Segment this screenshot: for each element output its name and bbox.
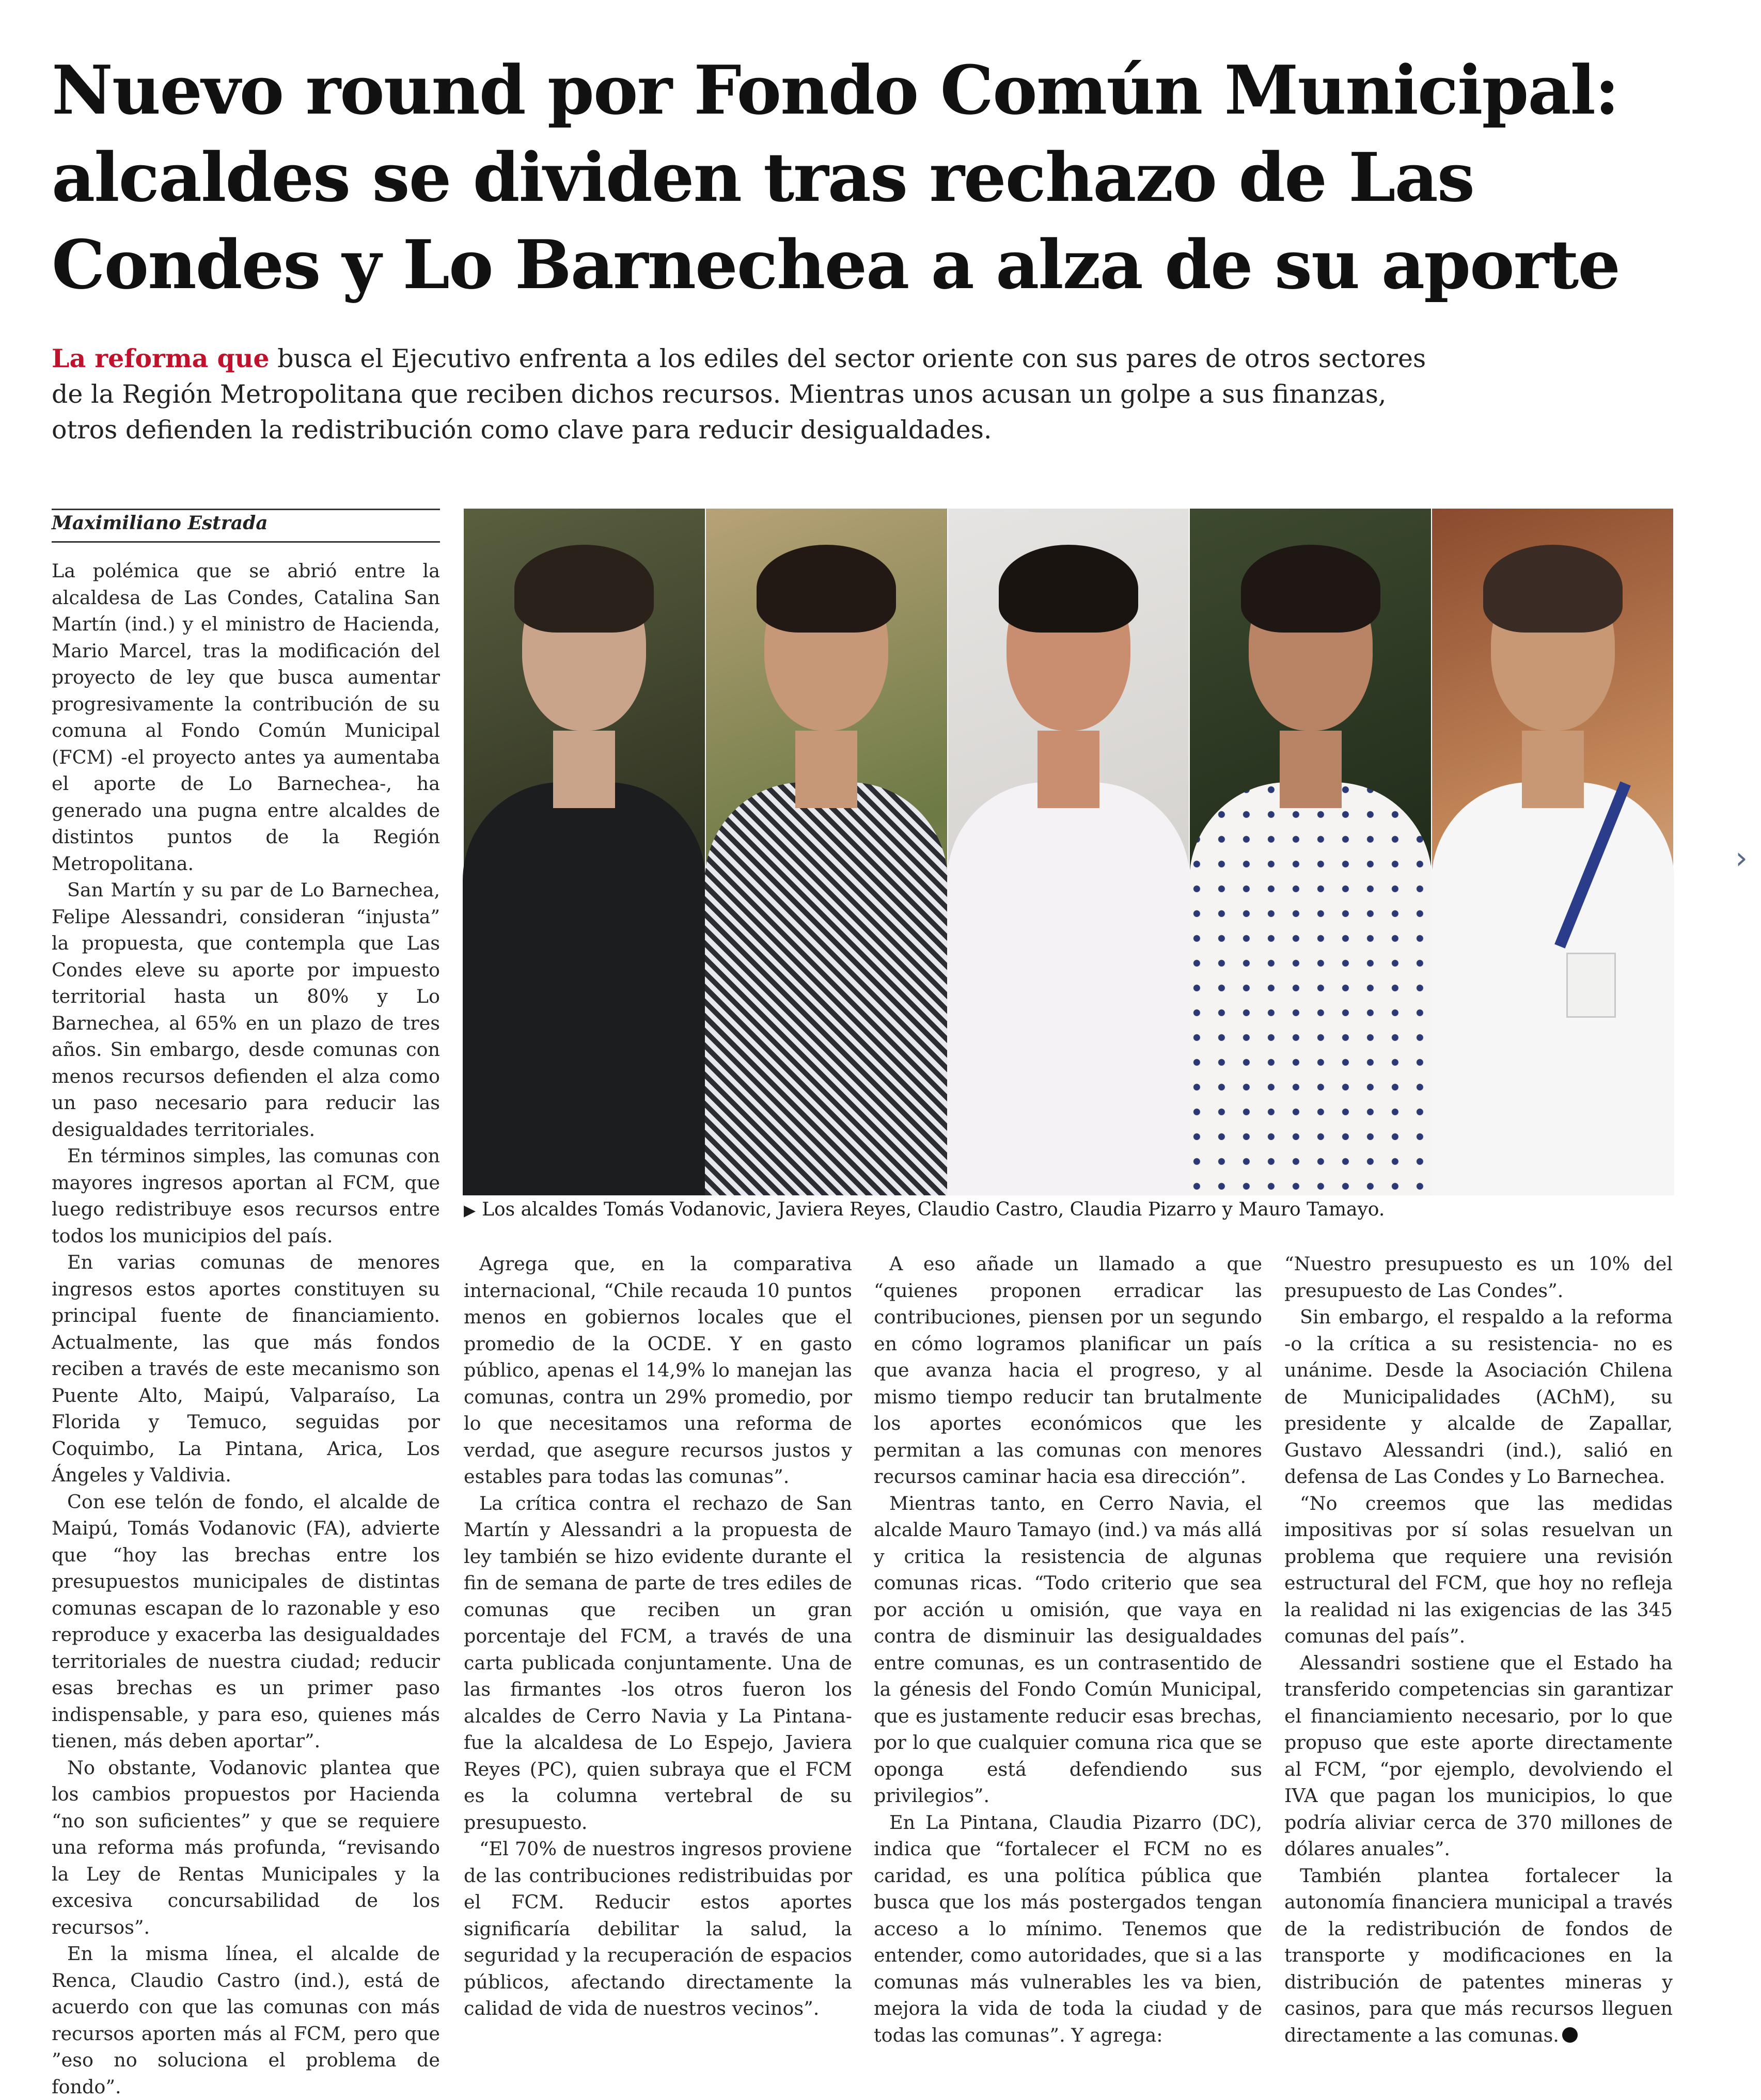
paragraph: La crítica contra el rechazo de San Martín y Alessandri a la propuesta de ley también se hizo evidente durante el fin de semana de parte de tres ediles de comunas que reciben un gran porcentaje del FCM, a través de una carta publicada conjuntamente. Una de las firmantes -los otros fueron los alcaldes de Cerro Navia y La Pintana- fue la alcaldesa de Lo Espejo, Javiera Reyes (PC), quien subraya que el FCM es la columna vertebral de su presupuesto. bbox=[464, 1492, 852, 1834]
text-column-1 bbox=[52, 558, 440, 2098]
text-column-2 bbox=[464, 1251, 852, 2019]
paragraph: “No creemos que las medidas impositivas por sí solas resuelvan un problema que requiere una revisión estructural del FCM, que hoy no refleja la realidad ni las exigencias de las 345 comunas del país”. bbox=[1284, 1492, 1673, 1647]
headline-line: alcaldes se dividen tras rechazo de Las bbox=[52, 138, 1474, 217]
headline-line: Condes y Lo Barnechea a alza de su aporte bbox=[52, 225, 1620, 304]
paragraph: San Martín y su par de Lo Barnechea, Felipe Alessandri, consideran “injusta” la propuesta, que contempla que Las Condes eleve su aporte por impuesto territorial hasta un 80% y Lo Barnechea, al 65% en un plazo de tres años. Sin embargo, desde comunas con menos recursos defienden el alza como un paso necesario para reducir las desigualdades territoriales. bbox=[52, 879, 440, 1141]
lede-line bbox=[52, 341, 1446, 376]
photo-strip bbox=[464, 509, 1673, 1195]
headline-line: Nuevo round por Fondo Común Municipal: bbox=[52, 51, 1618, 130]
text-column-3 bbox=[874, 1251, 1262, 2046]
lede bbox=[52, 341, 1446, 448]
paragraph: En la misma línea, el alcalde de Renca, Claudio Castro (ind.), está de acuerdo con que las comunas con más recursos aporten más al FCM, pero que ”eso no soluciona el problema de fondo”. bbox=[52, 1943, 440, 2098]
photo-claudio-castro bbox=[948, 509, 1190, 1195]
lede-line: de la Región Metropolitana que reciben dichos recursos. Mientras unos acusan un golpe a sus finanzas, bbox=[52, 380, 1387, 409]
paragraph: “Nuestro presupuesto es un 10% del presupuesto de Las Condes”. bbox=[1284, 1253, 1673, 1302]
end-mark-icon bbox=[1562, 2027, 1578, 2043]
paragraph: Alessandri sostiene que el Estado ha transferido competencias sin garantizar el financiamiento necesario, por lo que propuso que este aporte directamente al FCM, “por ejemplo, devolviendo el IVA que pagan los municipios, lo que podría aliviar cerca de 370 millones de dólares anuales”. bbox=[1284, 1651, 1673, 1860]
photo-tomas-vodanovic bbox=[464, 509, 706, 1195]
paragraph: En términos simples, las comunas con mayores ingresos aportan al FCM, que luego redistribuye esos recursos entre todos los municipios del país. bbox=[52, 1145, 440, 1247]
paragraph: “El 70% de nuestros ingresos proviene de las contribuciones redistribuidas por el FCM. Reducir estos aportes significaría debilitar la salud, la seguridad y la recuperación de espacios públicos, afectando directamente la calidad de vida de nuestros vecinos”. bbox=[464, 1838, 852, 2019]
paragraph: A eso añade un llamado a que “quienes proponen erradicar las contribuciones, piensen por un segundo en cómo logramos planificar un país que avanza hacia el progreso, y al mismo tiempo reducir tan brutalmente los aportes económicos que les permitan a las comunas con menores recursos caminar hacia esa dirección”. bbox=[874, 1253, 1262, 1488]
byline-rule-bottom bbox=[52, 541, 440, 543]
photo-javiera-reyes bbox=[706, 509, 948, 1195]
lede-text: busca el Ejecutivo enfrenta a los ediles del sector oriente con sus pares de otros sectores bbox=[269, 344, 1426, 373]
paragraph: No obstante, Vodanovic plantea que los cambios propuestos por Hacienda “no son suficientes” y que se requiere una reforma más profunda, “revisando la Ley de Rentas Municipales y la excesiva concursabilidad de los recursos”. bbox=[52, 1756, 440, 1938]
caption-text: Los alcaldes Tomás Vodanovic, Javiera Reyes, Claudio Castro, Claudia Pizarro y Mauro Tamayo. bbox=[482, 1199, 1385, 1220]
byline-rule-top bbox=[52, 509, 440, 510]
lede-line: otros defienden la redistribución como clave para reducir desigualdades. bbox=[52, 415, 992, 445]
paragraph bbox=[1284, 1862, 1673, 2049]
paragraph: Agrega que, en la comparativa internacional, “Chile recauda 10 puntos menos en gobiernos locales que el promedio de la OCDE. Y en gasto público, apenas el 14,9% lo manejan las comunas, contra un 29% promedio, por lo que necesitamos una reforma de verdad, que asegure recursos justos y estables para todas las comunas”. bbox=[464, 1253, 852, 1488]
paragraph: Sin embargo, el respaldo a la reforma -o la crítica a su resistencia- no es unánime. Desde la Asociación Chilena de Municipalidades (AChM), su presidente y alcalde de Zapallar, Gustavo Alessandri (ind.), salió en defensa de Las Condes y Lo Barnechea. bbox=[1284, 1306, 1673, 1488]
headline bbox=[52, 46, 1704, 308]
paragraph: Mientras tanto, en Cerro Navia, el alcalde Mauro Tamayo (ind.) va más allá y critica la resistencia de algunas comunas ricas. “Todo criterio que sea por acción u omisión, que vaya en contra de disminuir las desigualdades entre comunas, es un contrasentido de la génesis del Fondo Común Municipal, que es justamente reducir esas brechas, por lo que cualquier comuna rica que se oponga está defendiendo sus privilegios”. bbox=[874, 1492, 1262, 1807]
paragraph: En varias comunas de menores ingresos estos aportes constituyen su principal fuente de financiamiento. Actualmente, las que más fondos reciben a través de este mecanismo son Puente Alto, Maipú, Valparaíso, La Florida y Temuco, seguidas por Coquimbo, La Pintana, Arica, Los Ángeles y Valdivia. bbox=[52, 1251, 440, 1486]
paragraph: La polémica que se abrió entre la alcaldesa de Las Condes, Catalina San Martín (ind.) y el ministro de Hacienda, Mario Marcel, tras la modificación del proyecto de ley que busca aumentar progresivamente la contribución de su comuna al Fondo Común Municipal (FCM) -el proyecto antes ya aumentaba el aporte de Lo Barnechea-, ha generado una pugna entre alcaldes de distintos puntos de la Región Metropolitana. bbox=[52, 560, 440, 875]
paragraph: En La Pintana, Claudia Pizarro (DC), indica que “fortalecer el FCM no es caridad, es una política pública que busca que los más postergados tengan acceso a lo mínimo. Tenemos que entender, como autoridades, que si a las comunas más vulnerables les va bien, mejora la vida de toda la ciudad y de todas las comunas”. Y agrega: bbox=[874, 1811, 1262, 2046]
paragraph: Con ese telón de fondo, el alcalde de Maipú, Tomás Vodanovic (FA), advierte que “hoy las brechas entre los presupuestos municipales de distintas comunas escapan de lo razonable y eso reproduce y exacerba las desigualdades territoriales de nuestra ciudad; reducir esas brechas es un primer paso indispensable, y para eso, quienes más tienen, más deben aportar”. bbox=[52, 1490, 440, 1752]
photo-mauro-tamayo bbox=[1432, 509, 1673, 1195]
byline: Maximiliano Estrada bbox=[52, 512, 268, 534]
text-column-4 bbox=[1284, 1251, 1673, 2046]
paragraph-text: También plantea fortalecer la autonomía financiera municipal a través de la redistribución de fondos de transporte y modificaciones en la distribución de patentes mineras y casinos, para que más recursos lleguen directamente a las comunas. bbox=[1284, 1864, 1673, 2046]
lede-kicker: La reforma que bbox=[52, 343, 270, 373]
photo-caption bbox=[464, 1199, 1673, 1220]
caption-triangle-icon: ▶ bbox=[464, 1202, 476, 1220]
next-page-chevron-right-icon[interactable]: › bbox=[1728, 842, 1755, 875]
photo-claudia-pizarro bbox=[1190, 509, 1432, 1195]
